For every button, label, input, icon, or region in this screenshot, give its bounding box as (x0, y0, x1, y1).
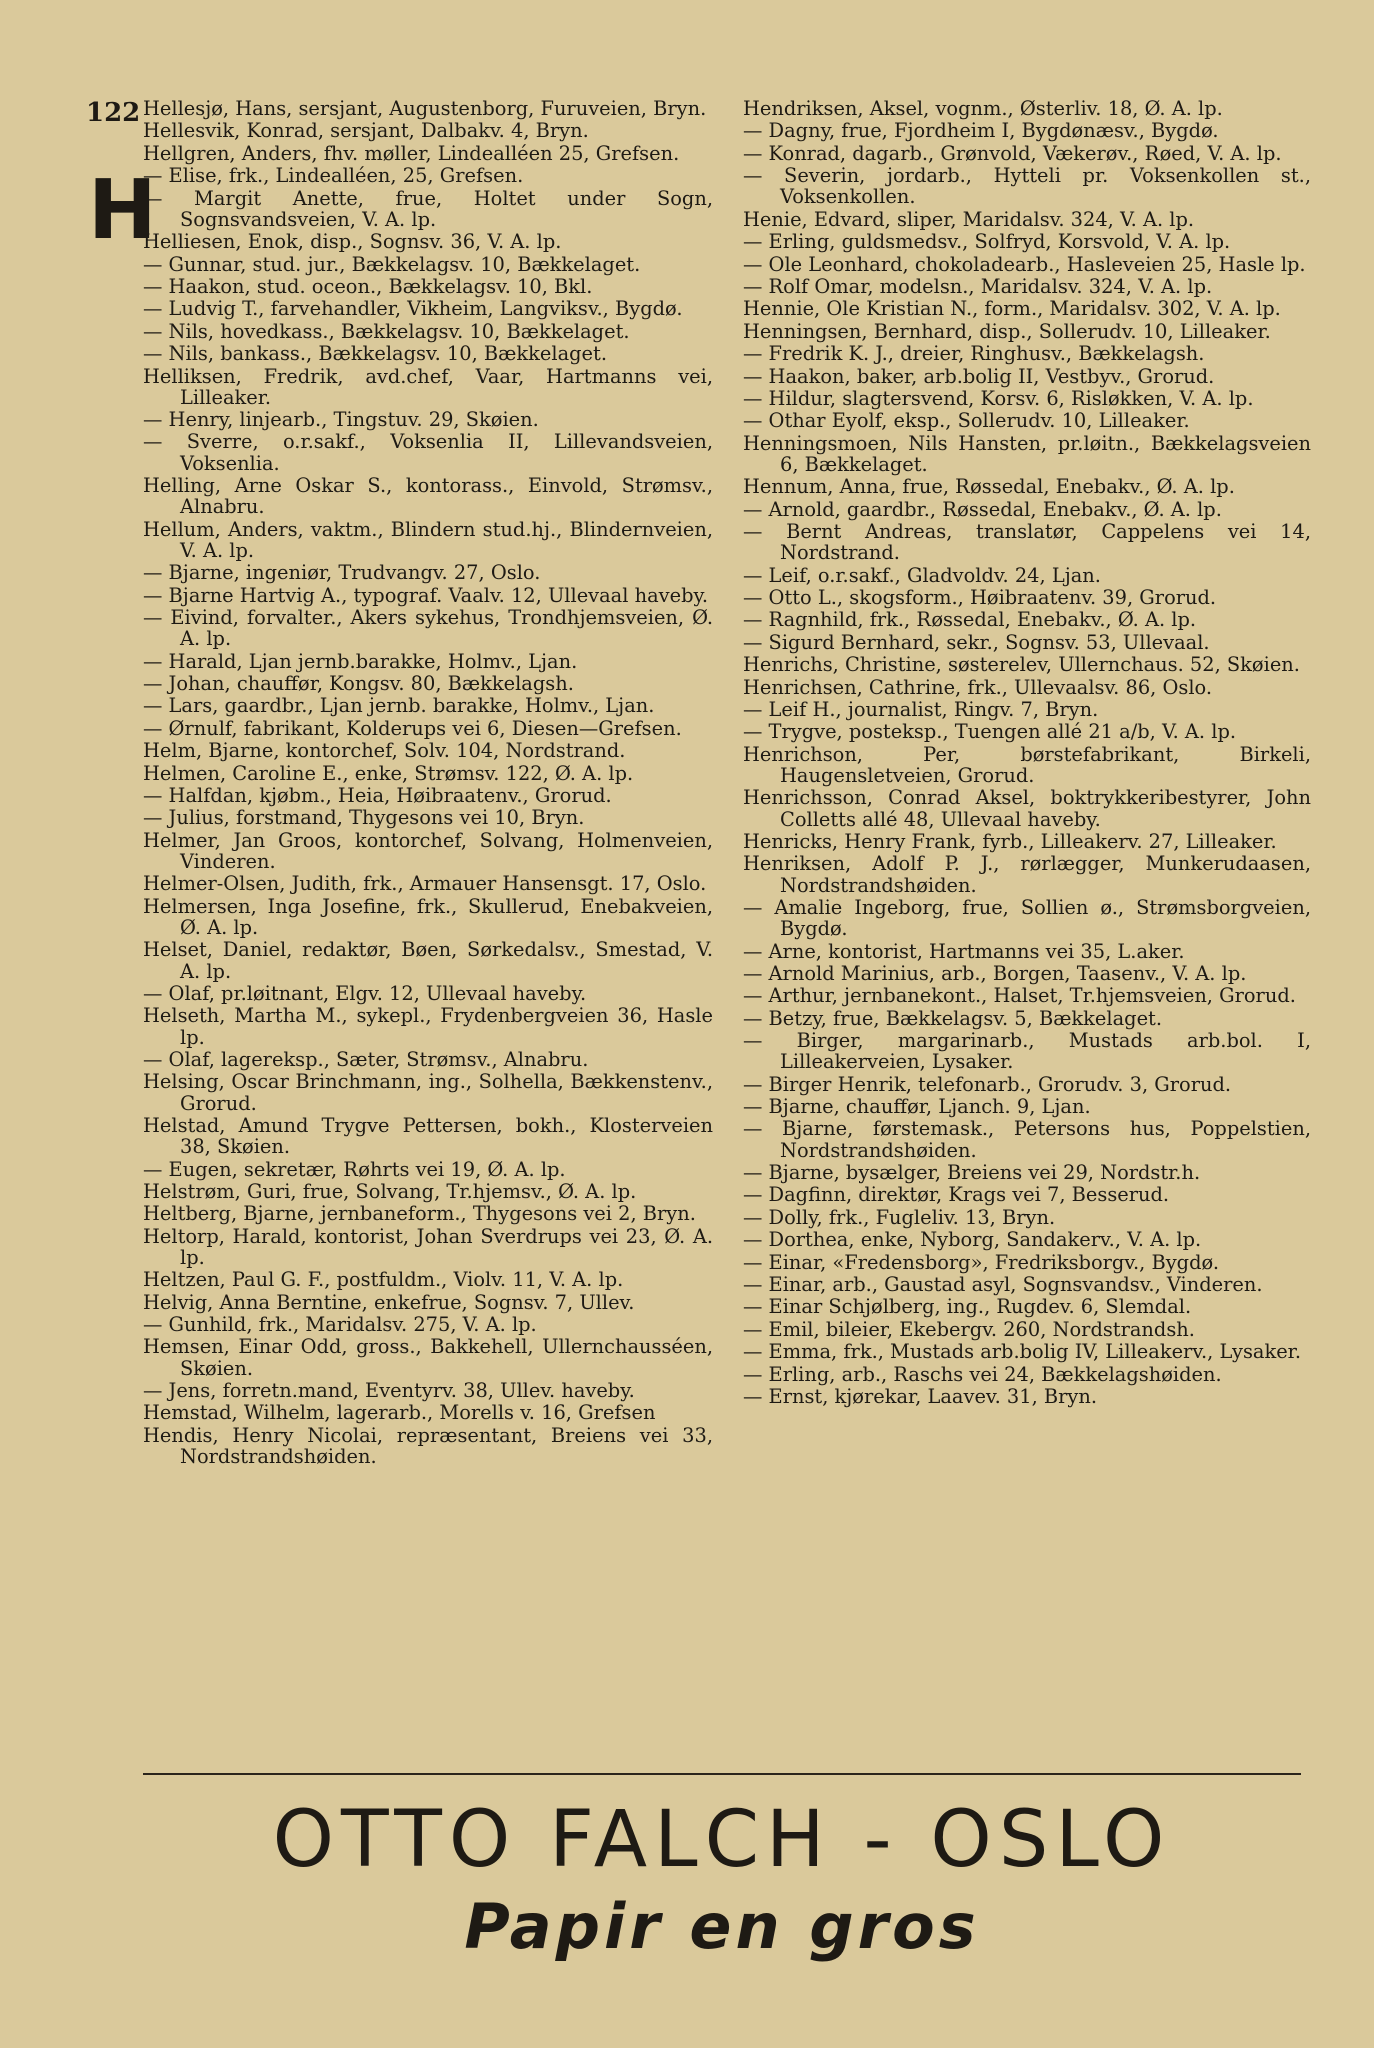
directory-entry: Helstrøm, Guri, frue, Solvang, Tr.hjemsv., Ø. A. lp. (143, 1179, 637, 1203)
directory-entry: — Henry, linjearb., Tingstuv. 29, Skøien. (143, 408, 539, 432)
directory-entry: Heltzen, Paul G. F., postfuldm., Violv. 11, V. A. lp. (143, 1268, 624, 1292)
directory-entry: Helmer, Jan Groos, kontorchef, Solvang, Holmenveien, Vinderen. (143, 828, 713, 873)
directory-entry: Helm, Bjarne, kontorchef, Solv. 104, Nordstrand. (143, 739, 626, 763)
directory-entry: — Leif, o.r.sakf., Gladvoldv. 24, Ljan. (743, 563, 1101, 587)
directory-entry: Hellesvik, Konrad, sersjant, Dalbakv. 4, Bryn. (143, 119, 589, 143)
directory-entry: — Erling, arb., Raschs vei 24, Bækkelagshøiden. (743, 1362, 1222, 1386)
directory-entry: Helling, Arne Oskar S., kontorass., Einvold, Strømsv., Alnabru. (143, 474, 713, 519)
directory-entry: Hellesjø, Hans, sersjant, Augustenborg, Furuveien, Bryn. (143, 97, 707, 120)
page-number: 122 (86, 98, 141, 128)
directory-entry: Hellum, Anders, vaktm., Blindern stud.hj., Blindernveien, V. A. lp. (143, 517, 713, 562)
directory-entry: — Arnold, gaardbr., Røssedal, Enebakv., Ø. A. lp. (743, 497, 1222, 521)
directory-entry: — Bjarne, ingeniør, Trudvangv. 27, Oslo. (143, 561, 541, 585)
advert-divider (143, 1773, 1301, 1775)
directory-entry: — Einar Schjølberg, ing., Rugdev. 6, Slemdal. (743, 1295, 1192, 1319)
directory-entry: — Birger Henrik, telefonarb., Grorudv. 3, Grorud. (743, 1072, 1232, 1096)
directory-entry: Helliksen, Fredrik, avd.chef, Vaar, Hartmanns vei, Lilleaker. (143, 364, 713, 409)
directory-entry: — Jens, forretn.mand, Eventyrv. 38, Ullev. haveby. (143, 1379, 635, 1403)
directory-entry: Hennie, Ole Kristian N., form., Maridalsv. 302, V. A. lp. (743, 297, 1281, 321)
directory-entry: — Margit Anette, frue, Holtet under Sogn, Sognsvandsveien, V. A. lp. (143, 186, 713, 231)
directory-entry: Henrichsson, Conrad Aksel, boktrykkeribestyrer, John Colletts allé 48, Ullevaal haveby. (743, 786, 1311, 831)
directory-entry: Henrichsen, Cathrine, frk., Ullevaalsv. 86, Oslo. (743, 675, 1213, 699)
directory-entry: — Emil, bileier, Ekebergv. 260, Nordstrandsh. (743, 1317, 1195, 1341)
directory-entry: Helsing, Oscar Brinchmann, ing., Solhella, Bækkenstenv., Grorud. (143, 1070, 713, 1115)
directory-entry: — Haakon, stud. oceon., Bækkelagsv. 10, Bkl. (143, 274, 593, 298)
directory-entry: — Leif H., journalist, Ringv. 7, Bryn. (743, 697, 1099, 721)
directory-entry: — Betzy, frue, Bækkelagsv. 5, Bækkelaget. (743, 1006, 1163, 1030)
directory-entry: Helliesen, Enok, disp., Sognsv. 36, V. A. lp. (143, 230, 562, 254)
directory-entry: — Ole Leonhard, chokoladearb., Hasleveien 25, Hasle lp. (743, 252, 1306, 276)
directory-entry: — Emma, frk., Mustads arb.bolig IV, Lilleakerv., Lysaker. (743, 1340, 1301, 1364)
directory-entry: Hemsen, Einar Odd, gross., Bakkehell, Ullernchausséen, Skøien. (143, 1335, 713, 1380)
directory-entry: — Gunnar, stud. jur., Bækkelagsv. 10, Bækkelaget. (143, 252, 641, 276)
directory-entry: Henriksen, Adolf P. J., rørlægger, Munkerudaasen, Nordstrandshøiden. (743, 852, 1311, 897)
directory-entry: — Dolly, frk., Fugleliv. 13, Bryn. (743, 1205, 1056, 1229)
directory-entry: Helseth, Martha M., sykepl., Frydenbergveien 36, Hasle lp. (143, 1004, 713, 1049)
directory-entry: Heltberg, Bjarne, jernbaneform., Thygesons vei 2, Bryn. (143, 1202, 696, 1226)
directory-entry: — Konrad, dagarb., Grønvold, Vækerøv., Røed, V. A. lp. (743, 141, 1282, 165)
directory-entry: — Arne, kontorist, Hartmanns vei 35, L.aker. (743, 939, 1185, 963)
directory-entry: — Olaf, pr.løitnant, Elgv. 12, Ullevaal haveby. (143, 981, 587, 1005)
directory-entry: Henricks, Henry Frank, fyrb., Lilleakerv. 27, Lilleaker. (743, 829, 1277, 853)
directory-entry: Helset, Daniel, redaktør, Bøen, Sørkedalsv., Smestad, V. A. lp. (143, 938, 713, 983)
left-column (143, 98, 713, 1468)
directory-entry: Hennum, Anna, frue, Røssedal, Enebakv., Ø. A. lp. (743, 475, 1235, 499)
directory-entry: — Lars, gaardbr., Ljan jernb. barakke, Holmv., Ljan. (143, 694, 655, 718)
directory-entry: Hellgren, Anders, fhv. møller, Lindealléen 25, Grefsen. (143, 141, 680, 165)
directory-entry: — Bjarne, førstemask., Petersons hus, Poppelstien, Nordstrandshøiden. (743, 1117, 1311, 1162)
directory-entry: — Ragnhild, frk., Røssedal, Enebakv., Ø. A. lp. (743, 608, 1197, 632)
directory-entry: — Halfdan, kjøbm., Heia, Høibraatenv., Grorud. (143, 783, 612, 807)
directory-entry: — Einar, «Fredensborg», Fredriksborgv., Bygdø. (743, 1250, 1219, 1274)
section-letter: H (88, 163, 157, 258)
directory-entry: Helmer-Olsen, Judith, frk., Armauer Hansensgt. 17, Oslo. (143, 872, 707, 896)
directory-entry: — Fredrik K. J., dreier, Ringhusv., Bækkelagsh. (743, 342, 1205, 366)
directory-entry: — Arthur, jernbanekont., Halset, Tr.hjemsveien, Grorud. (743, 984, 1296, 1008)
directory-entry: — Ernst, kjørekar, Laavev. 31, Bryn. (743, 1384, 1098, 1408)
directory-entry: Helmen, Caroline E., enke, Strømsv. 122, Ø. A. lp. (143, 761, 634, 785)
directory-entry: — Eugen, sekretær, Røhrts vei 19, Ø. A. lp. (143, 1157, 566, 1181)
directory-entry: — Bjarne, bysælger, Breiens vei 29, Nordstr.h. (743, 1161, 1201, 1185)
directory-entry: Hendriksen, Aksel, vognm., Østerliv. 18, Ø. A. lp. (743, 97, 1223, 120)
directory-entry: — Bjarne, chauffør, Ljanch. 9, Ljan. (743, 1095, 1091, 1119)
directory-entry: — Julius, forstmand, Thygesons vei 10, Bryn. (143, 806, 585, 830)
directory-entry: — Erling, guldsmedsv., Solfryd, Korsvold, V. A. lp. (743, 230, 1231, 254)
directory-entry: — Amalie Ingeborg, frue, Sollien ø., Strømsborgveien, Bygdø. (743, 895, 1311, 941)
directory-entry: — Arnold Marinius, arb., Borgen, Taasenv., V. A. lp. (743, 961, 1247, 985)
directory-entry: — Hildur, slagtersvend, Korsv. 6, Risløkken, V. A. lp. (743, 386, 1254, 410)
directory-entry: — Rolf Omar, modelsn., Maridalsv. 324, V. A. lp. (743, 274, 1213, 298)
directory-entry: — Bernt Andreas, translatør, Cappelens vei 14, Nordstrand. (743, 520, 1311, 565)
directory-entry: Henrichs, Christine, søsterelev, Ullernchaus. 52, Skøien. (743, 653, 1300, 677)
directory-entry: — Haakon, baker, arb.bolig II, Vestbyv., Grorud. (743, 364, 1215, 388)
directory-entry: — Harald, Ljan jernb.barakke, Holmv., Ljan. (143, 649, 578, 673)
directory-entry: Henningsmoen, Nils Hansten, pr.løitn., Bækkelagsveien 6, Bækkelaget. (743, 431, 1311, 476)
directory-entry: Henie, Edvard, sliper, Maridalsv. 324, V. A. lp. (743, 207, 1195, 231)
directory-entry: — Dagfinn, direktør, Krags vei 7, Besserud. (743, 1183, 1170, 1207)
right-column (743, 98, 1311, 1408)
advert-subtitle: Papir en gros (464, 1890, 980, 1963)
directory-entry: Helstad, Amund Trygve Pettersen, bokh., Klosterveien 38, Skøien. (143, 1113, 713, 1159)
directory-entry: — Otto L., skogsform., Høibraatenv. 39, Grorud. (743, 586, 1217, 610)
directory-entry: — Birger, margarinarb., Mustads arb.bol. I, Lilleakerveien, Lysaker. (743, 1029, 1311, 1074)
directory-entry: — Sigurd Bernhard, sekr., Sognsv. 53, Ullevaal. (743, 630, 1210, 654)
directory-entry: Henningsen, Bernhard, disp., Sollerudv. 10, Lilleaker. (743, 319, 1271, 343)
directory-entry: — Johan, chauffør, Kongsv. 80, Bækkelagsh. (143, 672, 574, 696)
directory-entry: — Ørnulf, fabrikant, Kolderups vei 6, Diesen—Grefsen. (143, 716, 682, 740)
directory-entry: — Gunhild, frk., Maridalsv. 275, V. A. lp. (143, 1313, 537, 1337)
directory-entry: Helmersen, Inga Josefine, frk., Skullerud, Enebakveien, Ø. A. lp. (143, 894, 713, 939)
directory-entry: — Othar Eyolf, eksp., Sollerudv. 10, Lilleaker. (743, 409, 1190, 433)
directory-entry: Hemstad, Wilhelm, lagerarb., Morells v. 16, Grefsen (143, 1401, 656, 1425)
directory-entry: — Elise, frk., Lindealléen, 25, Grefsen. (143, 164, 524, 188)
directory-entry: Hendis, Henry Nicolai, repræsentant, Breiens vei 33, Nordstrandshøiden. (143, 1423, 713, 1469)
directory-entry: — Trygve, posteksp., Tuengen allé 21 a/b, V. A. lp. (743, 720, 1237, 744)
directory-entry: — Nils, bankass., Bækkelagsv. 10, Bækkelaget. (143, 342, 607, 366)
directory-entry: Henrichson, Per, børstefabrikant, Birkeli, Haugensletveien, Grorud. (743, 742, 1311, 787)
directory-entry: — Severin, jordarb., Hytteli pr. Voksenkollen st., Voksenkollen. (743, 164, 1311, 209)
directory-entry: — Nils, hovedkass., Bækkelagsv. 10, Bækkelaget. (143, 319, 630, 343)
directory-entry: — Einar, arb., Gaustad asyl, Sognsvandsv., Vinderen. (743, 1273, 1263, 1297)
directory-entry: Heltorp, Harald, kontorist, Johan Sverdrups vei 23, Ø. A. lp. (143, 1224, 713, 1269)
advert-title: OTTO FALCH - OSLO (272, 1795, 1172, 1885)
directory-entry: Helvig, Anna Berntine, enkefrue, Sognsv. 7, Ullev. (143, 1290, 635, 1314)
directory-entry: — Bjarne Hartvig A., typograf. Vaalv. 12, Ullevaal haveby. (143, 583, 709, 607)
directory-entry: — Ludvig T., farvehandler, Vikheim, Langviksv., Bygdø. (143, 297, 683, 321)
directory-entry: — Olaf, lagereksp., Sæter, Strømsv., Alnabru. (143, 1047, 589, 1071)
directory-entry: — Dagny, frue, Fjordheim I, Bygdønæsv., Bygdø. (743, 119, 1219, 143)
directory-entry: — Eivind, forvalter., Akers sykehus, Trondhjemsveien, Ø. A. lp. (143, 606, 713, 651)
directory-entry: — Dorthea, enke, Nyborg, Sandakerv., V. A. lp. (743, 1228, 1202, 1252)
directory-entry: — Sverre, o.r.sakf., Voksenlia II, Lillevandsveien, Voksenlia. (143, 430, 713, 475)
